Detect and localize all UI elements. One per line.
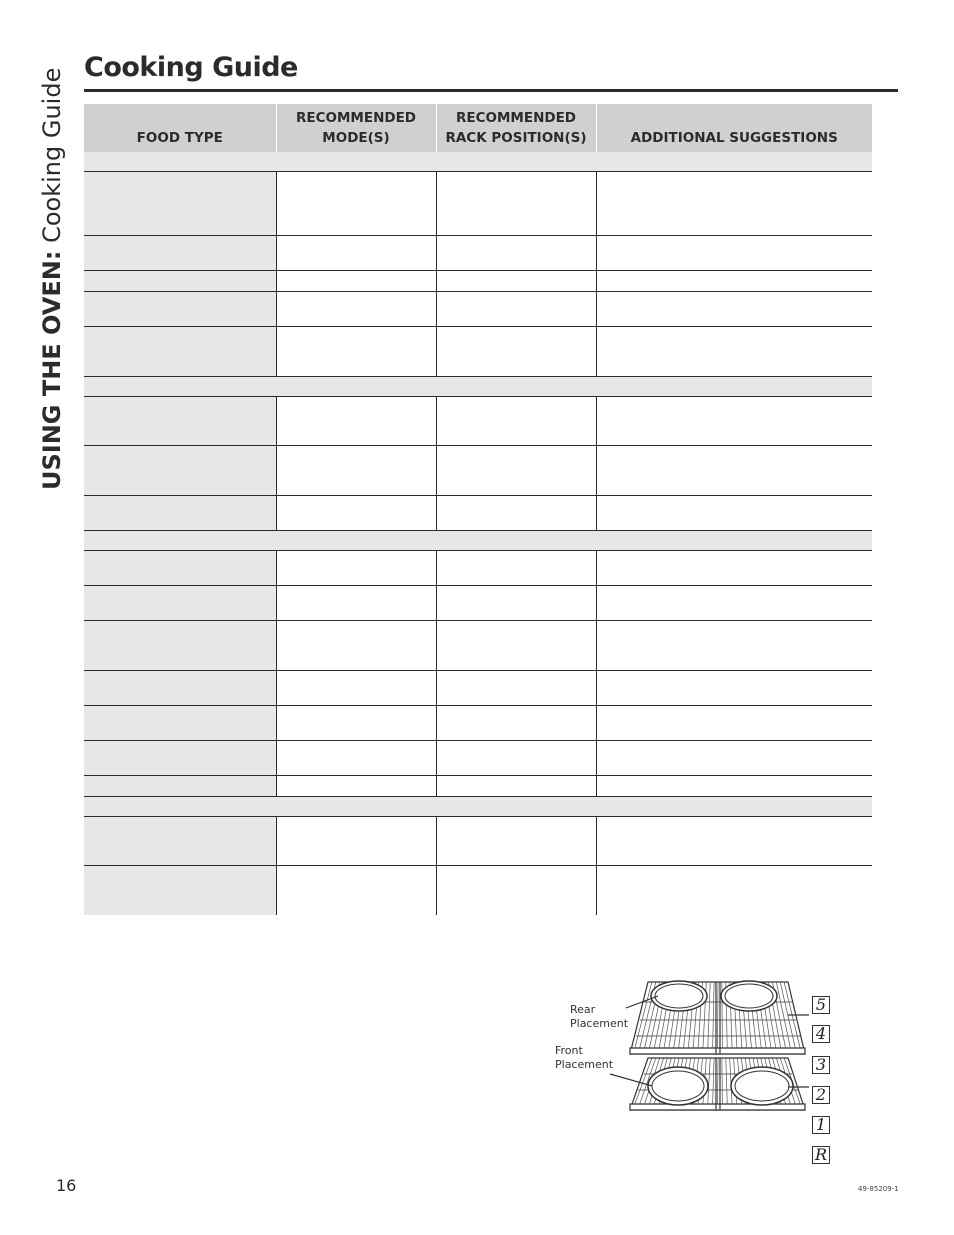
rack-position-2: 2 [812, 1086, 830, 1104]
rack-position-4: 4 [812, 1025, 830, 1043]
table-row [84, 621, 872, 671]
category-row [84, 531, 872, 551]
cooking-guide-table [84, 104, 872, 915]
svg-text:USING THE OVEN: Cooking Guide [38, 68, 66, 490]
side-title-light: Cooking Guide [38, 67, 66, 251]
rear-label-line-1: Rear [570, 1003, 596, 1016]
title-divider [84, 89, 898, 92]
table-row [84, 292, 872, 327]
header-rack-position: RECOMMENDED RACK POSITION(S) [436, 104, 596, 152]
table-row [84, 776, 872, 797]
table-row [84, 172, 872, 236]
category-row [84, 152, 872, 172]
rack-position-r: R [812, 1146, 830, 1164]
category-row [84, 797, 872, 817]
table-row [84, 706, 872, 741]
table-row [84, 496, 872, 531]
table-row [84, 327, 872, 377]
table-row [84, 866, 872, 915]
table-row [84, 741, 872, 776]
table-row [84, 271, 872, 292]
rack-position-5: 5 [812, 996, 830, 1014]
document-number: 49-85209-1 [858, 1185, 899, 1193]
rear-label-line-2: Placement [570, 1017, 629, 1030]
front-placement-label [555, 1044, 613, 1072]
header-food-type: FOOD TYPE [84, 104, 276, 152]
table-row [84, 397, 872, 446]
header-additional-suggestions: ADDITIONAL SUGGESTIONS [596, 104, 872, 152]
table-row [84, 586, 872, 621]
table-row [84, 671, 872, 706]
rack-position-1: 1 [812, 1116, 830, 1134]
table-row [84, 446, 872, 496]
rear-placement-label [570, 1003, 628, 1031]
category-row [84, 377, 872, 397]
front-label-line-2: Placement [555, 1058, 614, 1071]
header-mode: RECOMMENDED MODE(S) [276, 104, 436, 152]
front-label-line-1: Front [555, 1044, 583, 1057]
page-title: Cooking Guide [84, 52, 298, 83]
page-number: 16 [56, 1176, 77, 1195]
table-row [84, 551, 872, 586]
table-row [84, 236, 872, 271]
table-row [84, 817, 872, 866]
side-title-bold: USING THE OVEN: [38, 250, 66, 490]
side-section-title [20, 52, 70, 492]
rack-placement-diagram [548, 976, 848, 1171]
table-header-row [84, 104, 872, 152]
rack-position-3: 3 [812, 1056, 830, 1074]
